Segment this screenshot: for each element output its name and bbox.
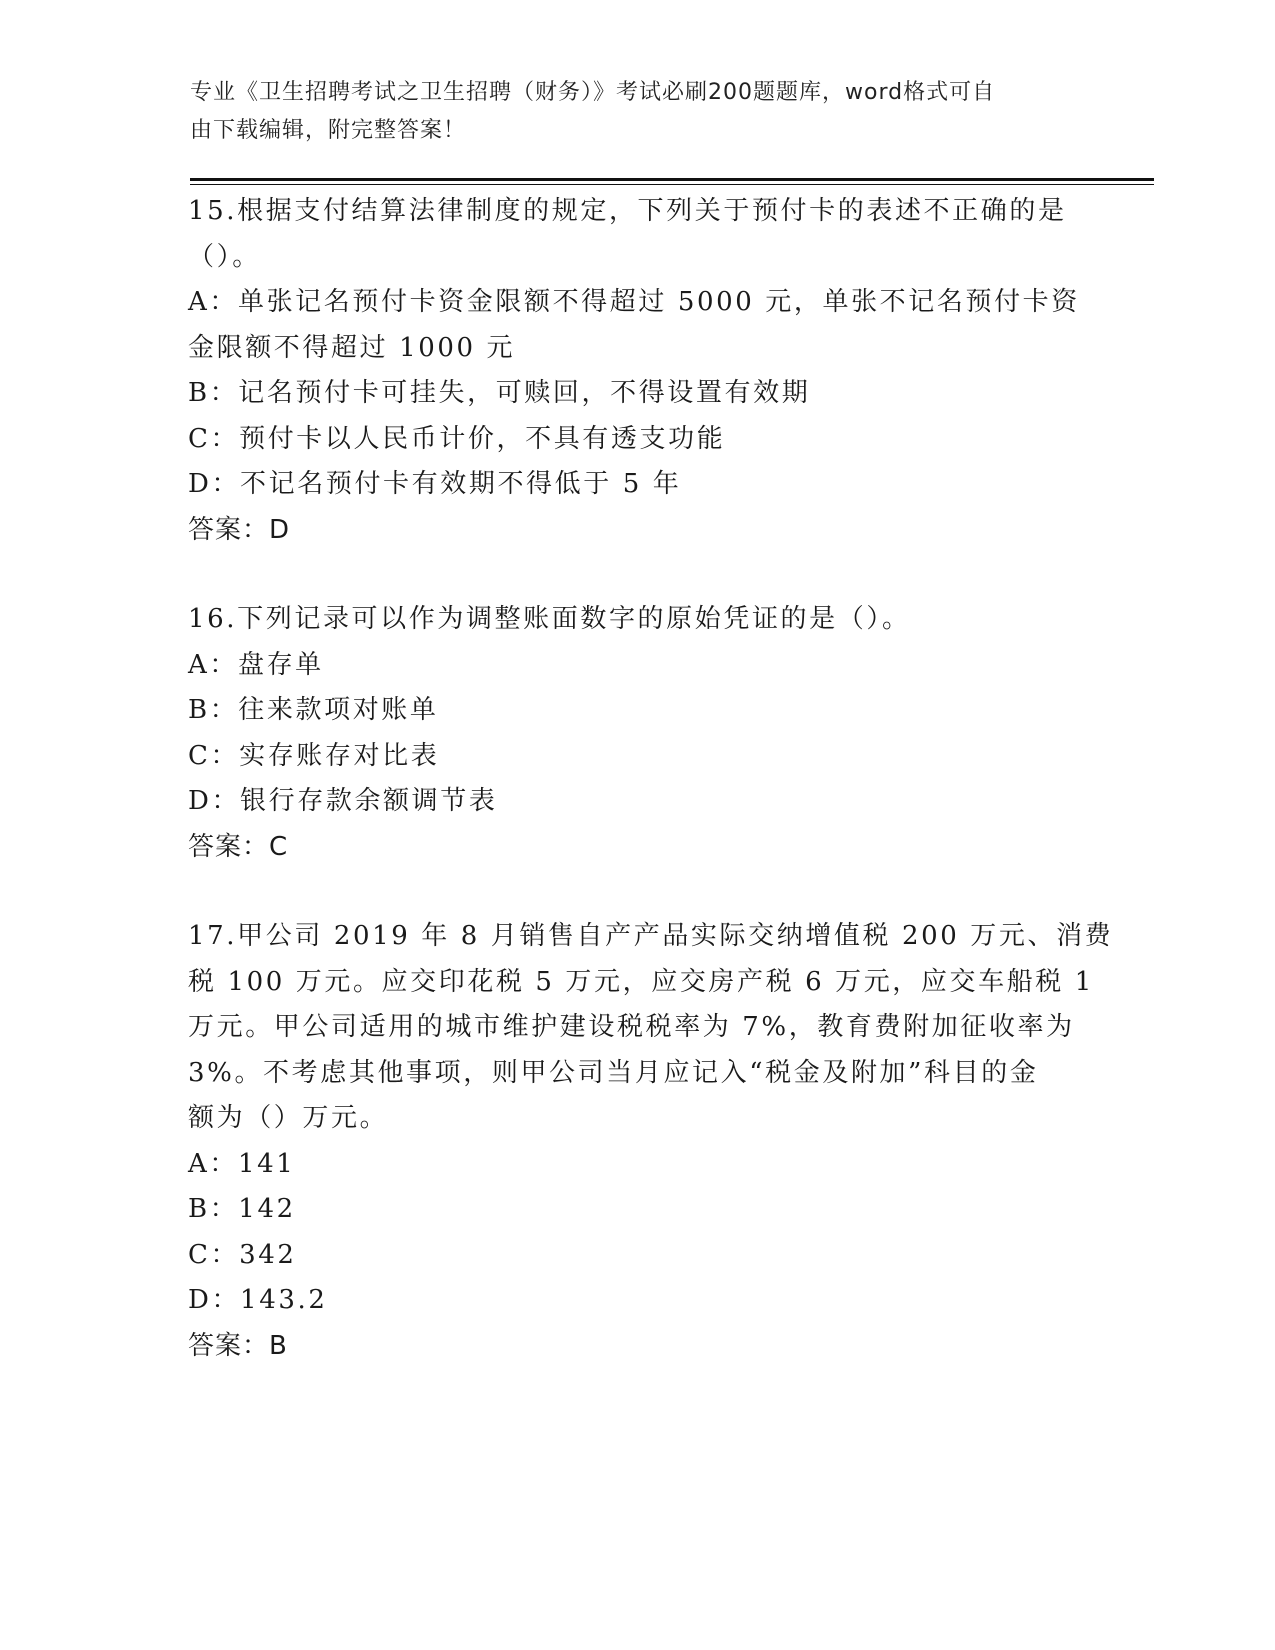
header-line-1: 专业《卫生招聘考试之卫生招聘（财务）》考试必刷200题题库，word格式可自: [190, 80, 996, 105]
option-b: B：142: [188, 1194, 296, 1224]
option-d: D：不记名预付卡有效期不得低于 5 年: [188, 469, 682, 499]
header-divider-thin: [190, 184, 1154, 185]
question-stem-line: 税 100 万元。应交印花税 5 万元，应交房产税 6 万元，应交车船税 1: [188, 966, 1094, 997]
option-c: C：预付卡以人民币计价，不具有透支功能: [188, 423, 726, 454]
answer-label: 答案：C: [188, 831, 289, 862]
question-spacer: [188, 870, 1088, 914]
option-b: B：往来款项对账单: [188, 695, 439, 725]
question-spacer: [188, 553, 1088, 597]
answer-label: 答案：D: [188, 514, 291, 545]
option-a-continued: 金限额不得超过 1000 元: [188, 332, 516, 363]
option-c: C：342: [188, 1239, 297, 1270]
question-16: [188, 597, 1088, 870]
option-a: A：单张记名预付卡资金限额不得超过 5000 元，单张不记名预付卡资: [188, 287, 1080, 317]
question-list: [188, 189, 1114, 1369]
answer-label: 答案：B: [188, 1330, 288, 1361]
question-15: [188, 189, 1088, 553]
option-c: C：实存账存对比表: [188, 740, 440, 771]
question-stem-line: 万元。甲公司适用的城市维护建设税税率为 7%，教育费附加征收率为: [188, 1012, 1075, 1042]
option-d: D：银行存款余额调节表: [188, 786, 498, 816]
option-b: B：记名预付卡可挂失，可赎回，不得设置有效期: [188, 378, 811, 408]
question-stem-line: 17.甲公司 2019 年 8 月销售自产产品实际交纳增值税 200 万元、消费: [188, 921, 1114, 951]
question-stem-line: 额为（）万元。: [188, 1103, 389, 1133]
question-stem-line: （）。: [188, 241, 261, 272]
option-a: A：141: [188, 1148, 296, 1179]
option-a: A：盘存单: [188, 649, 324, 680]
question-stem-line: 16.下列记录可以作为调整账面数字的原始凭证的是（）。: [188, 604, 911, 634]
document-header: [190, 74, 1090, 150]
question-stem-line: 15.根据支付结算法律制度的规定，下列关于预付卡的表述不正确的是: [188, 196, 1067, 226]
header-line-2: 由下载编辑，附完整答案！: [190, 118, 467, 143]
header-divider-thick: [190, 178, 1154, 181]
question-17: [188, 914, 1114, 1369]
question-stem-line: 3%。不考虑其他事项，则甲公司当月应记入“税金及附加”科目的金: [188, 1057, 1039, 1088]
option-d: D：143.2: [188, 1285, 328, 1315]
